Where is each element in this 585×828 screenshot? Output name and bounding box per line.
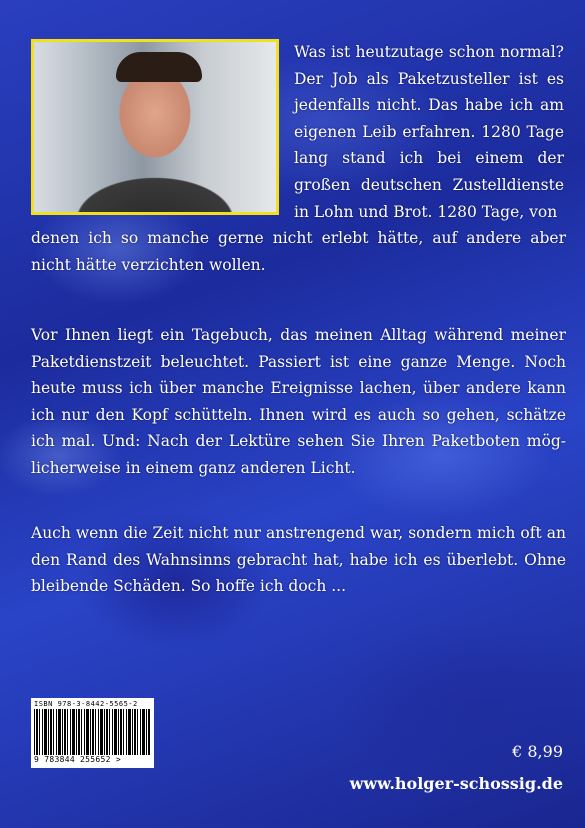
blurb-paragraph-2: Vor Ihnen liegt ein Tagebuch, das meinen Alltag während meiner Paketdienstzeit beleuchtet. Passiert ist eine ganze Menge. Noch heute muss ich über manche Ereignisse lachen, über andere kann ich nur den Kopf schütteln. Ihnen wird es auch so gehen, schätze ich mal. Und: Nach der Lektüre sehen Sie Ihren Paketboten mög-licherweise in einem ganz anderen Licht. xyxy=(31,326,566,477)
blurb-paragraph-1-top: Was ist heutzutage schon normal? Der Job als Paketzusteller ist es jedenfalls nicht. Das habe ich am eigenen Leib erfahren. 1280 Tage lang stand ich bei einem der großen deutschen Zustelldienste in Lohn und Brot. 1280 Tage, von xyxy=(294,43,564,221)
blurb-paragraph-3: Auch wenn die Zeit nicht nur anstrengend war, sondern mich oft an den Rand des Wahnsinns gebracht hat, habe ich es überlebt. Ohne bleibende Schäden. So hoffe ich doch ... xyxy=(31,524,566,596)
barcode-bars xyxy=(34,709,151,755)
price: € 8,99 xyxy=(512,742,563,761)
website-link[interactable]: www.holger-schossig.de xyxy=(349,774,563,793)
isbn-barcode xyxy=(31,698,154,768)
isbn-text: ISBN 978-3-8442-5565-2 xyxy=(34,700,138,708)
author-photo-hair xyxy=(116,52,202,82)
blurb-paragraph-1-bottom: denen ich so manche gerne nicht erlebt hätte, auf andere aber nicht hätte verzichten wollen. xyxy=(31,229,566,274)
barcode-digits: 9 783844 255652 > xyxy=(34,755,121,764)
author-photo xyxy=(31,39,279,215)
